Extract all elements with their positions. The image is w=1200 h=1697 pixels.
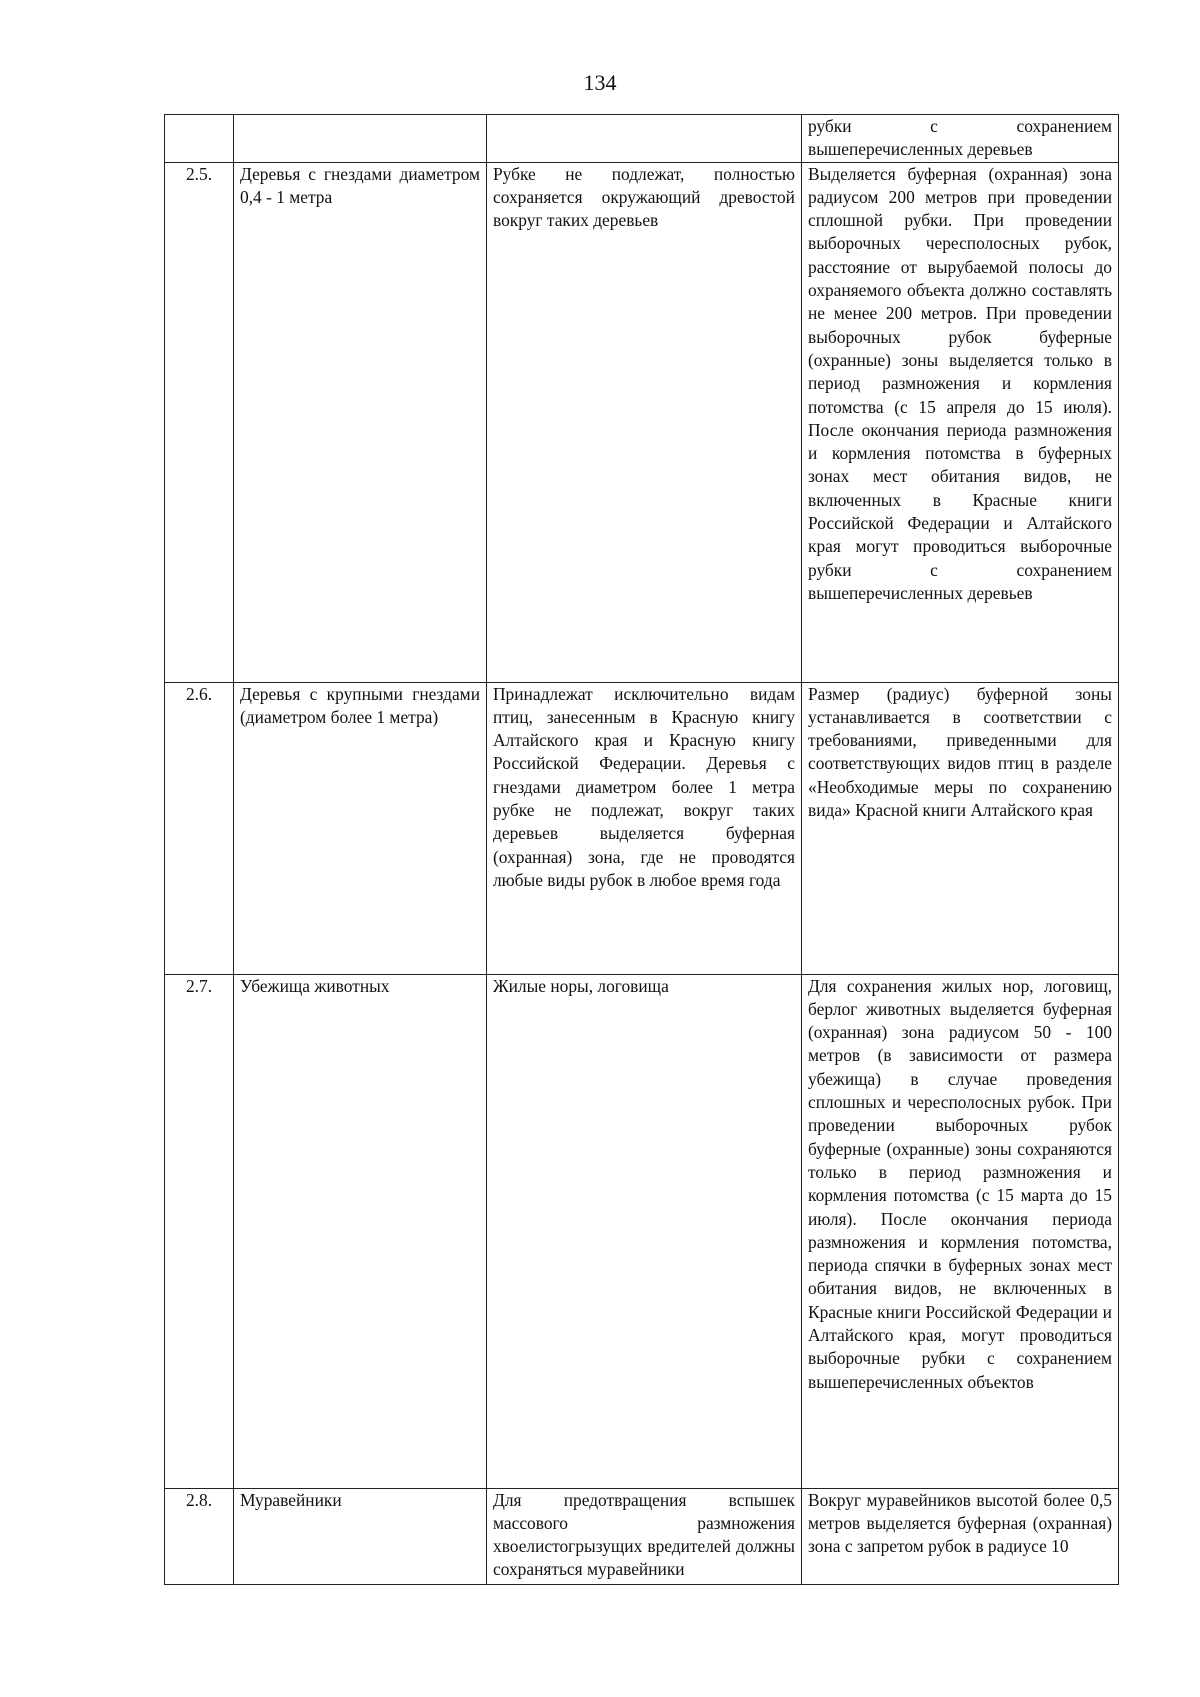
requirement-cell: Жилые норы, логовища <box>487 974 802 1488</box>
row-number-cell: 2.6. <box>165 682 234 974</box>
requirement-cell: Для предотвращения вспышек массового размножения хвоелистогрызущих вредителей должны сохраняться муравейники <box>487 1488 802 1584</box>
requirement-cell: Принадлежат исключительно видам птиц, занесенным в Красную книгу Алтайского края и Красную книгу Российской Федерации. Деревья с гнездами диаметром более 1 метра рубке не подлежат, вокруг таких деревьев выделяется буферная (охранная) зона, где не проводятся любые виды рубок в любое время года <box>487 682 802 974</box>
object-cell: Деревья с гнездами диаметром 0,4 - 1 метра <box>234 162 487 682</box>
row-number-cell: 2.8. <box>165 1488 234 1584</box>
measure-cell: Выделяется буферная (охранная) зона радиусом 200 метров при проведении сплошной рубки. При проведении выборочных чересполосных рубок, расстояние от вырубаемой полосы до охраняемого объекта должно составлять не менее 200 метров. При проведении выборочных рубок буферные (охранные) зоны выделяется только в период размножения и кормления потомства (с 15 апреля до 15 июля). После окончания периода размножения и кормления потомства в буферных зонах мест обитания видов, не включенных в Красные книги Российской Федерации и Алтайского края могут проводиться выборочные рубки с сохранением вышеперечисленных деревьев <box>802 162 1119 682</box>
object-cell: Убежища животных <box>234 974 487 1488</box>
row-number-cell: 2.7. <box>165 974 234 1488</box>
object-cell: Муравейники <box>234 1488 487 1584</box>
object-cell <box>234 115 487 163</box>
page-number: 134 <box>583 70 617 95</box>
row-number-cell: 2.5. <box>165 162 234 682</box>
measure-cell: Вокруг муравейников высотой более 0,5 метров выделяется буферная (охранная) зона с запретом рубок в радиусе 10 <box>802 1488 1119 1584</box>
row-number-cell <box>165 115 234 163</box>
species-protection-table <box>164 114 1119 1585</box>
table-row <box>165 115 1119 163</box>
table-row <box>165 682 1119 974</box>
requirement-cell: Рубке не подлежат, полностью сохраняется окружающий древостой вокруг таких деревьев <box>487 162 802 682</box>
requirement-cell <box>487 115 802 163</box>
measure-cell: рубки с сохранением вышеперечисленных деревьев <box>802 115 1119 163</box>
measure-cell: Размер (радиус) буферной зоны устанавливается в соответствии с требованиями, приведенными для соответствующих видов птиц в разделе «Необходимые меры по сохранению вида» Красной книги Алтайского края <box>802 682 1119 974</box>
table-row <box>165 162 1119 682</box>
table-row <box>165 1488 1119 1584</box>
table-row <box>165 974 1119 1488</box>
measure-cell: Для сохранения жилых нор, логовищ, берлог животных выделяется буферная (охранная) зона радиусом 50 - 100 метров (в зависимости от размера убежища) в случае проведения сплошных и чересполосных рубок. При проведении выборочных рубок буферные (охранные) зоны сохраняются только в период размножения и кормления потомства (с 15 марта до 15 июля). После окончания периода размножения и кормления потомства, периода спячки в буферных зонах мест обитания видов, не включенных в Красные книги Российской Федерации и Алтайского края, могут проводиться выборочные рубки с сохранением вышеперечисленных объектов <box>802 974 1119 1488</box>
object-cell: Деревья с крупными гнездами (диаметром более 1 метра) <box>234 682 487 974</box>
